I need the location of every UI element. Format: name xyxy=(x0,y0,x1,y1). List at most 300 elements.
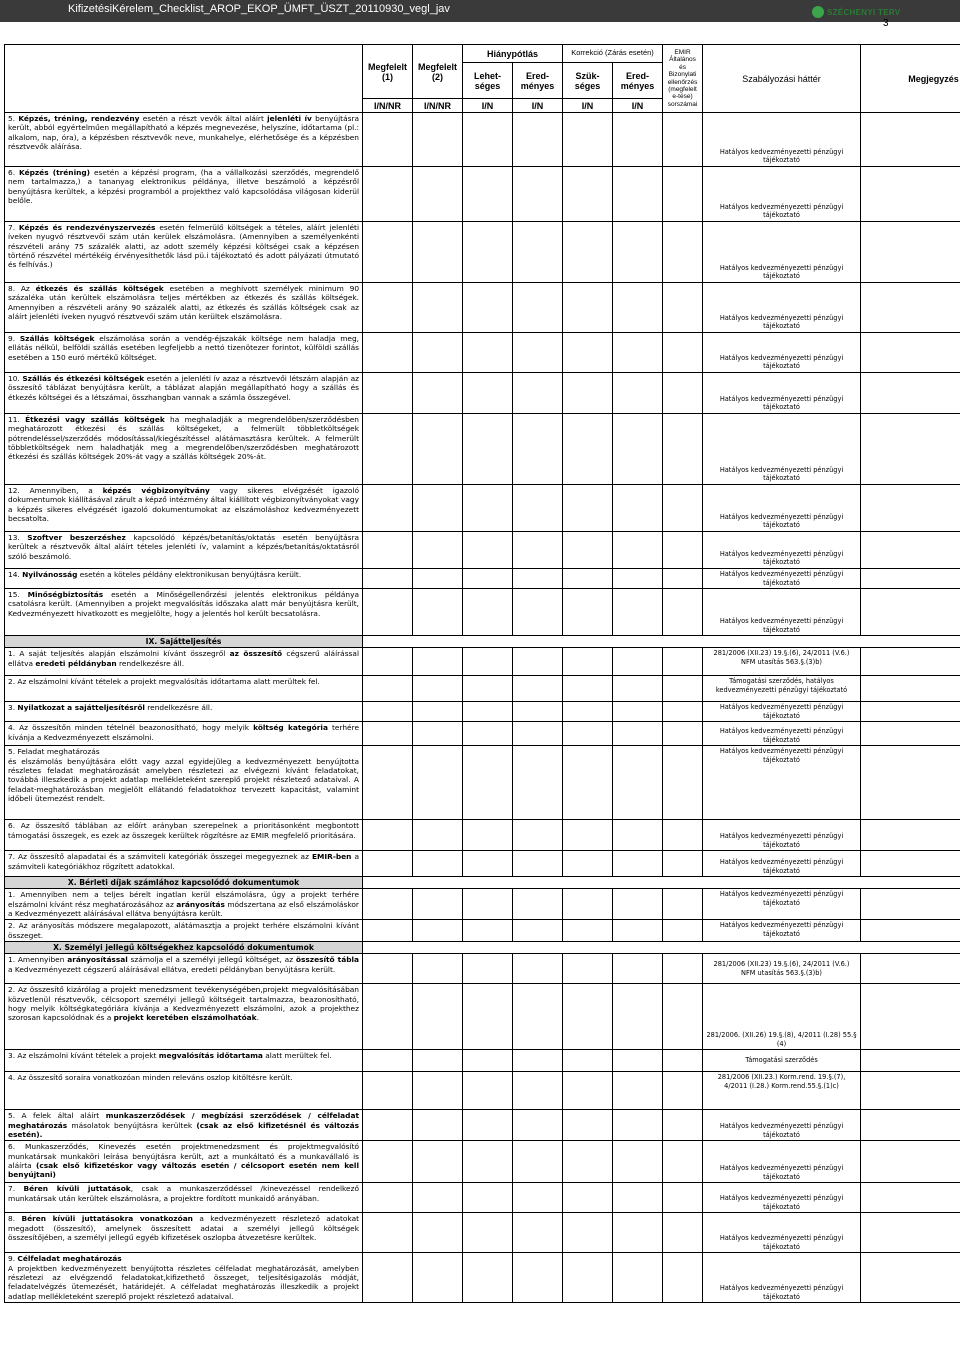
megfelelt-1-cell[interactable] xyxy=(363,167,413,222)
eredmenyes-2-cell[interactable] xyxy=(613,1253,663,1303)
header-eredmenyes-1: Ered-ményes xyxy=(513,63,563,99)
header-in-3: I/N xyxy=(563,99,613,113)
eredmenyes-2-cell[interactable] xyxy=(613,820,663,851)
szukseges-cell[interactable] xyxy=(563,167,613,222)
lehetseges-cell[interactable] xyxy=(463,1072,513,1110)
megfelelt-2-cell[interactable] xyxy=(413,851,463,877)
regulation-ref: Hatályos kedvezményezetti pénzügyi tájékoztató xyxy=(703,820,861,851)
row-text: 8. Az étkezés és szállás költségek esetében a meghívott személyek minimum 90 százaléka után kerültek elszámolásra teljes mértékben az étkezés és szállás költségek. Amennyiben a részvételi arány 90 százalék alatti, az étkezés és szállás költségek csak az aláírt jelenléti íveken nyugvó résztvevői szám után kerültek elszámolásra. xyxy=(5,283,363,333)
table-row xyxy=(5,485,960,532)
regulation-ref: Hatályos kedvezményezetti pénzügyi tájékoztató xyxy=(703,167,861,222)
eredmenyes-1-cell[interactable] xyxy=(513,333,563,373)
comment-cell[interactable] xyxy=(861,820,960,851)
szukseges-cell[interactable] xyxy=(563,1213,613,1253)
megfelelt-2-cell[interactable] xyxy=(413,1183,463,1213)
logo-circle-icon xyxy=(812,6,824,18)
comment-cell[interactable] xyxy=(861,333,960,373)
szukseges-cell[interactable] xyxy=(563,1110,613,1141)
eredmenyes-2-cell[interactable] xyxy=(613,889,663,920)
emir-cell[interactable] xyxy=(663,889,703,920)
szukseges-cell[interactable] xyxy=(563,851,613,877)
eredmenyes-1-cell[interactable] xyxy=(513,414,563,485)
megfelelt-1-cell[interactable] xyxy=(363,746,413,820)
comment-cell[interactable] xyxy=(861,702,960,722)
szukseges-cell[interactable] xyxy=(563,648,613,676)
megfelelt-1-cell[interactable] xyxy=(363,1213,413,1253)
table-row xyxy=(5,851,960,877)
comment-cell[interactable] xyxy=(861,589,960,636)
megfelelt-2-cell[interactable] xyxy=(413,1110,463,1141)
row-text: 6. Munkaszerződés, Kinevezés esetén projektmenedzsment és projektmegvalósító munkatársak munkaköri leírása benyújtásra került, azt a munkáltató és a munkavállaló is aláírta (csak első kifizetéskor vagy változás esetén / célcsoport esetén nem kell benyújtani) xyxy=(5,1141,363,1183)
megfelelt-2-cell[interactable] xyxy=(413,1213,463,1253)
lehetseges-cell[interactable] xyxy=(463,1050,513,1072)
emir-cell[interactable] xyxy=(663,648,703,676)
eredmenyes-1-cell[interactable] xyxy=(513,889,563,920)
lehetseges-cell[interactable] xyxy=(463,1253,513,1303)
szukseges-cell[interactable] xyxy=(563,676,613,702)
lehetseges-cell[interactable] xyxy=(463,889,513,920)
megfelelt-1-cell[interactable] xyxy=(363,113,413,167)
comment-cell[interactable] xyxy=(861,1253,960,1303)
megfelelt-1-cell[interactable] xyxy=(363,1110,413,1141)
row-text: 1. Amennyiben nem a teljes bérelt ingatlan kerül elszámolásra, úgy a projekt terhére elszámolni kívánt rész meghatározásához az arányosítás módszertana az első elszámoláskor a Kedvezményezett aláírásával ellátva benyújtásra került. xyxy=(5,889,363,920)
table-row xyxy=(5,889,960,920)
megfelelt-2-cell[interactable] xyxy=(413,1141,463,1183)
szukseges-cell[interactable] xyxy=(563,532,613,569)
lehetseges-cell[interactable] xyxy=(463,222,513,283)
emir-cell[interactable] xyxy=(663,167,703,222)
megfelelt-1-cell[interactable] xyxy=(363,1141,413,1183)
lehetseges-cell[interactable] xyxy=(463,984,513,1050)
table-row xyxy=(5,1213,960,1253)
megfelelt-2-cell[interactable] xyxy=(413,954,463,984)
lehetseges-cell[interactable] xyxy=(463,746,513,820)
emir-cell[interactable] xyxy=(663,1213,703,1253)
emir-cell[interactable] xyxy=(663,1183,703,1213)
lehetseges-cell[interactable] xyxy=(463,333,513,373)
regulation-ref: Hatályos kedvezményezetti pénzügyi tájékoztató xyxy=(703,283,861,333)
szukseges-cell[interactable] xyxy=(563,820,613,851)
megfelelt-2-cell[interactable] xyxy=(413,920,463,942)
szukseges-cell[interactable] xyxy=(563,722,613,746)
emir-cell[interactable] xyxy=(663,283,703,333)
eredmenyes-1-cell[interactable] xyxy=(513,1141,563,1183)
lehetseges-cell[interactable] xyxy=(463,1110,513,1141)
megfelelt-1-cell[interactable] xyxy=(363,889,413,920)
szukseges-cell[interactable] xyxy=(563,954,613,984)
megfelelt-1-cell[interactable] xyxy=(363,954,413,984)
megfelelt-2-cell[interactable] xyxy=(413,648,463,676)
eredmenyes-2-cell[interactable] xyxy=(613,589,663,636)
header-hianypotlas: Hiánypótlás xyxy=(463,45,563,63)
eredmenyes-1-cell[interactable] xyxy=(513,1110,563,1141)
regulation-ref: Hatályos kedvezményezetti pénzügyi tájékoztató xyxy=(703,1213,861,1253)
megfelelt-1-cell[interactable] xyxy=(363,333,413,373)
eredmenyes-2-cell[interactable] xyxy=(613,1072,663,1110)
emir-cell[interactable] xyxy=(663,589,703,636)
eredmenyes-1-cell[interactable] xyxy=(513,222,563,283)
eredmenyes-2-cell[interactable] xyxy=(613,1110,663,1141)
header-szabalyozasi-hatter: Szabályozási háttér xyxy=(703,45,861,113)
regulation-ref: Hatályos kedvezményezetti pénzügyi tájékoztató xyxy=(703,222,861,283)
emir-cell[interactable] xyxy=(663,414,703,485)
comment-cell[interactable] xyxy=(861,920,960,942)
table-row xyxy=(5,333,960,373)
regulation-ref: Hatályos kedvezményezetti pénzügyi tájékoztató xyxy=(703,1183,861,1213)
eredmenyes-1-cell[interactable] xyxy=(513,920,563,942)
megfelelt-1-cell[interactable] xyxy=(363,414,413,485)
comment-cell[interactable] xyxy=(861,889,960,920)
lehetseges-cell[interactable] xyxy=(463,1183,513,1213)
megfelelt-2-cell[interactable] xyxy=(413,1050,463,1072)
lehetseges-cell[interactable] xyxy=(463,1141,513,1183)
szukseges-cell[interactable] xyxy=(563,589,613,636)
eredmenyes-1-cell[interactable] xyxy=(513,1072,563,1110)
regulation-ref: Hatályos kedvezményezetti pénzügyi tájékoztató xyxy=(703,373,861,414)
megfelelt-2-cell[interactable] xyxy=(413,113,463,167)
szukseges-cell[interactable] xyxy=(563,485,613,532)
eredmenyes-2-cell[interactable] xyxy=(613,702,663,722)
emir-cell[interactable] xyxy=(663,113,703,167)
comment-cell[interactable] xyxy=(861,722,960,746)
comment-cell[interactable] xyxy=(861,373,960,414)
eredmenyes-1-cell[interactable] xyxy=(513,532,563,569)
checklist-table xyxy=(4,44,960,1303)
row-text: 2. Az összesítő kizárólag a projekt menedzsment tevékenységében,projekt megvalósításában közvetlenül résztvevők, célcsoport személyi jellegű költségeit tartalmazza, beazonosítható, hogy melyik költségkategóriára kívánja a Kedvezményezett elszámolni, azok a projekthez szorosan kapcsolódnak és a projekt keretében elszámolhatóak. xyxy=(5,984,363,1050)
megfelelt-1-cell[interactable] xyxy=(363,283,413,333)
eredmenyes-2-cell[interactable] xyxy=(613,283,663,333)
table-row xyxy=(5,589,960,636)
row-text: 14. Nyilvánosság esetén a köteles példány elektronikusan benyújtásra került. xyxy=(5,569,363,589)
szukseges-cell[interactable] xyxy=(563,373,613,414)
megfelelt-1-cell[interactable] xyxy=(363,820,413,851)
megfelelt-2-cell[interactable] xyxy=(413,333,463,373)
comment-cell[interactable] xyxy=(861,984,960,1050)
megfelelt-2-cell[interactable] xyxy=(413,532,463,569)
megfelelt-2-cell[interactable] xyxy=(413,746,463,820)
comment-cell[interactable] xyxy=(861,1141,960,1183)
eredmenyes-2-cell[interactable] xyxy=(613,984,663,1050)
section-header-row xyxy=(5,877,960,889)
megfelelt-2-cell[interactable] xyxy=(413,569,463,589)
emir-cell[interactable] xyxy=(663,1050,703,1072)
table-row xyxy=(5,373,960,414)
eredmenyes-1-cell[interactable] xyxy=(513,746,563,820)
emir-cell[interactable] xyxy=(663,722,703,746)
regulation-ref: Hatályos kedvezményezetti pénzügyi tájékoztató xyxy=(703,702,861,722)
comment-cell[interactable] xyxy=(861,851,960,877)
regulation-ref: Hatályos kedvezményezetti pénzügyi tájékoztató xyxy=(703,746,861,820)
megfelelt-1-cell[interactable] xyxy=(363,702,413,722)
lehetseges-cell[interactable] xyxy=(463,702,513,722)
comment-cell[interactable] xyxy=(861,485,960,532)
table-row xyxy=(5,702,960,722)
section-title-szemelyi-jellegu: X. Személyi jellegű költségekhez kapcsolódó dokumentumok xyxy=(5,942,363,954)
megfelelt-1-cell[interactable] xyxy=(363,984,413,1050)
szukseges-cell[interactable] xyxy=(563,746,613,820)
comment-cell[interactable] xyxy=(861,1050,960,1072)
szukseges-cell[interactable] xyxy=(563,920,613,942)
eredmenyes-2-cell[interactable] xyxy=(613,851,663,877)
section-header-row xyxy=(5,636,960,648)
lehetseges-cell[interactable] xyxy=(463,485,513,532)
eredmenyes-1-cell[interactable] xyxy=(513,648,563,676)
szukseges-cell[interactable] xyxy=(563,333,613,373)
szukseges-cell[interactable] xyxy=(563,702,613,722)
eredmenyes-1-cell[interactable] xyxy=(513,851,563,877)
lehetseges-cell[interactable] xyxy=(463,373,513,414)
regulation-ref: Hatályos kedvezményezetti pénzügyi tájékoztató xyxy=(703,1110,861,1141)
emir-cell[interactable] xyxy=(663,676,703,702)
comment-cell[interactable] xyxy=(861,283,960,333)
megfelelt-2-cell[interactable] xyxy=(413,373,463,414)
regulation-ref: Hatályos kedvezményezetti pénzügyi tájékoztató xyxy=(703,889,861,920)
megfelelt-1-cell[interactable] xyxy=(363,589,413,636)
row-text: 5. Képzés, tréning, rendezvény esetén a részt vevők által aláírt jelenléti ív benyújtásra került, abból egyértelműen megállapítható a képzés megnevezése, helyszíne, időtartama (pl.: alkalom, nap, óra), a képzésben résztvevők neve, munkahelye, elérhetősége és a képzésben résztvevők aláírása. xyxy=(5,113,363,167)
comment-cell[interactable] xyxy=(861,676,960,702)
megfelelt-2-cell[interactable] xyxy=(413,820,463,851)
szukseges-cell[interactable] xyxy=(563,222,613,283)
eredmenyes-1-cell[interactable] xyxy=(513,167,563,222)
megfelelt-1-cell[interactable] xyxy=(363,676,413,702)
eredmenyes-2-cell[interactable] xyxy=(613,333,663,373)
eredmenyes-1-cell[interactable] xyxy=(513,569,563,589)
megfelelt-1-cell[interactable] xyxy=(363,648,413,676)
szukseges-cell[interactable] xyxy=(563,984,613,1050)
eredmenyes-1-cell[interactable] xyxy=(513,1213,563,1253)
lehetseges-cell[interactable] xyxy=(463,676,513,702)
megfelelt-1-cell[interactable] xyxy=(363,1072,413,1110)
megfelelt-1-cell[interactable] xyxy=(363,920,413,942)
lehetseges-cell[interactable] xyxy=(463,954,513,984)
comment-cell[interactable] xyxy=(861,532,960,569)
eredmenyes-1-cell[interactable] xyxy=(513,589,563,636)
lehetseges-cell[interactable] xyxy=(463,167,513,222)
megfelelt-2-cell[interactable] xyxy=(413,1072,463,1110)
megfelelt-1-cell[interactable] xyxy=(363,1253,413,1303)
row-text: 9. Célfeladat meghatározás A projektben kedvezményezett benyújtotta részletes célfeladat meghatározását, amelyben részletezi az elvégzendő feladatokat,kifizethető összeget, teljesítésigazolás módját, feladatelvégzés ütemezését, határidejét. A célfeladat meghatározás illeszkedik a projekt adatlap mellékleteként szereplő projekt részletező adataival. xyxy=(5,1253,363,1303)
eredmenyes-1-cell[interactable] xyxy=(513,676,563,702)
eredmenyes-2-cell[interactable] xyxy=(613,485,663,532)
emir-cell[interactable] xyxy=(663,1253,703,1303)
eredmenyes-2-cell[interactable] xyxy=(613,648,663,676)
megfelelt-1-cell[interactable] xyxy=(363,373,413,414)
regulation-ref: Hatályos kedvezményezetti pénzügyi tájékoztató xyxy=(703,414,861,485)
eredmenyes-2-cell[interactable] xyxy=(613,569,663,589)
eredmenyes-1-cell[interactable] xyxy=(513,373,563,414)
comment-cell[interactable] xyxy=(861,113,960,167)
eredmenyes-2-cell[interactable] xyxy=(613,954,663,984)
emir-cell[interactable] xyxy=(663,1072,703,1110)
lehetseges-cell[interactable] xyxy=(463,569,513,589)
eredmenyes-2-cell[interactable] xyxy=(613,676,663,702)
szukseges-cell[interactable] xyxy=(563,1141,613,1183)
eredmenyes-2-cell[interactable] xyxy=(613,1183,663,1213)
megfelelt-2-cell[interactable] xyxy=(413,414,463,485)
header-in-4: I/N xyxy=(613,99,663,113)
eredmenyes-2-cell[interactable] xyxy=(613,920,663,942)
row-text: 10. Szállás és étkezési költségek esetén a jelenléti ív azaz a résztvevői létszám alapján az összesítő táblázat benyújtásra került, a táblázat alapján megállapítható hogy a szállás és étkezés költségei és a létszámai, összhangban vannak a számla összegével. xyxy=(5,373,363,414)
comment-cell[interactable] xyxy=(861,222,960,283)
header-eredmenyes-2: Ered-ményes xyxy=(613,63,663,99)
eredmenyes-1-cell[interactable] xyxy=(513,485,563,532)
regulation-ref: 281/2006 (XII.23.) Korm.rend. 19.§.(7), 4/2011 (I.28.) Korm.rend.55.§.(1)c) xyxy=(703,1072,861,1110)
megfelelt-2-cell[interactable] xyxy=(413,702,463,722)
lehetseges-cell[interactable] xyxy=(463,589,513,636)
comment-cell[interactable] xyxy=(861,1213,960,1253)
header-blank xyxy=(5,45,363,113)
megfelelt-2-cell[interactable] xyxy=(413,722,463,746)
megfelelt-2-cell[interactable] xyxy=(413,283,463,333)
emir-cell[interactable] xyxy=(663,1141,703,1183)
lehetseges-cell[interactable] xyxy=(463,648,513,676)
row-text: 9. Szállás költségek elszámolása során a vendég-éjszakák költsége nem haladja meg, ellátás nélkül, belföldi szállás esetében legfeljebb a nettó tizenötezer forintot, külföldi szállás esetében a 150 euró mértékű költséget. xyxy=(5,333,363,373)
row-text: 6. Képzés (tréning) esetén a képzési program, (ha a vállalkozási szerződés, megrendelő nem tartalmazza,) a tananyag elektronikus példánya, illetve beszámoló a képzésről benyújtásra kerültek, a képzési programból a projekthez való kapcsolódása világosan kiderül belőle. xyxy=(5,167,363,222)
megfelelt-1-cell[interactable] xyxy=(363,1050,413,1072)
emir-cell[interactable] xyxy=(663,702,703,722)
regulation-ref: Hatályos kedvezményezetti pénzügyi tájékoztató xyxy=(703,589,861,636)
section-header-row xyxy=(5,942,960,954)
eredmenyes-1-cell[interactable] xyxy=(513,984,563,1050)
szukseges-cell[interactable] xyxy=(563,1050,613,1072)
row-text: 8. Béren kívüli juttatásokra vonatkozóan a kedvezményezett részletező adatokat megadott (összesítő), amelynek összesített adatai a személyi jellegű költségek összesítőjében, a személyi jellegű egyéb kifizetések oszlopba átvezetésre kerültek. xyxy=(5,1213,363,1253)
lehetseges-cell[interactable] xyxy=(463,414,513,485)
emir-cell[interactable] xyxy=(663,984,703,1050)
eredmenyes-2-cell[interactable] xyxy=(613,1141,663,1183)
eredmenyes-2-cell[interactable] xyxy=(613,373,663,414)
comment-cell[interactable] xyxy=(861,1110,960,1141)
megfelelt-2-cell[interactable] xyxy=(413,889,463,920)
section-spacer xyxy=(363,636,960,648)
emir-cell[interactable] xyxy=(663,222,703,283)
emir-cell[interactable] xyxy=(663,485,703,532)
megfelelt-2-cell[interactable] xyxy=(413,222,463,283)
eredmenyes-2-cell[interactable] xyxy=(613,746,663,820)
row-text: 7. Béren kívüli juttatások, csak a munkaszerződéssel /kinevezéssel rendelkező munkatársak után kerültek elszámolásra, a projektre fordított munkaidő arányában. xyxy=(5,1183,363,1213)
megfelelt-2-cell[interactable] xyxy=(413,485,463,532)
comment-cell[interactable] xyxy=(861,648,960,676)
lehetseges-cell[interactable] xyxy=(463,283,513,333)
lehetseges-cell[interactable] xyxy=(463,532,513,569)
szukseges-cell[interactable] xyxy=(563,1253,613,1303)
emir-cell[interactable] xyxy=(663,373,703,414)
emir-cell[interactable] xyxy=(663,954,703,984)
szukseges-cell[interactable] xyxy=(563,889,613,920)
emir-cell[interactable] xyxy=(663,851,703,877)
eredmenyes-1-cell[interactable] xyxy=(513,820,563,851)
megfelelt-1-cell[interactable] xyxy=(363,722,413,746)
szukseges-cell[interactable] xyxy=(563,1072,613,1110)
emir-cell[interactable] xyxy=(663,920,703,942)
eredmenyes-1-cell[interactable] xyxy=(513,1253,563,1303)
megfelelt-1-cell[interactable] xyxy=(363,222,413,283)
table-row xyxy=(5,746,960,820)
lehetseges-cell[interactable] xyxy=(463,722,513,746)
emir-cell[interactable] xyxy=(663,569,703,589)
szukseges-cell[interactable] xyxy=(563,414,613,485)
megfelelt-2-cell[interactable] xyxy=(413,984,463,1050)
emir-cell[interactable] xyxy=(663,1110,703,1141)
szukseges-cell[interactable] xyxy=(563,113,613,167)
eredmenyes-2-cell[interactable] xyxy=(613,1213,663,1253)
szukseges-cell[interactable] xyxy=(563,1183,613,1213)
megfelelt-1-cell[interactable] xyxy=(363,485,413,532)
megfelelt-1-cell[interactable] xyxy=(363,851,413,877)
row-text: 4. Az összesítőn minden tételnél beazonosítható, hogy melyik költség kategória terhére kívánja a Kedvezményezett elszámolni. xyxy=(5,722,363,746)
megfelelt-2-cell[interactable] xyxy=(413,676,463,702)
regulation-ref: 281/2006. (XII.26) 19.§.(8), 4/2011 (I.28) 55.§ (4) xyxy=(703,984,861,1050)
regulation-ref: Támogatási szerződés, hatályos kedvezményezetti pénzügyi tájékoztató xyxy=(703,676,861,702)
eredmenyes-2-cell[interactable] xyxy=(613,1050,663,1072)
row-text: 3. Az elszámolni kívánt tételek a projekt megvalósítás időtartama alatt merültek fel. xyxy=(5,1050,363,1072)
eredmenyes-2-cell[interactable] xyxy=(613,222,663,283)
szukseges-cell[interactable] xyxy=(563,283,613,333)
eredmenyes-2-cell[interactable] xyxy=(613,722,663,746)
eredmenyes-2-cell[interactable] xyxy=(613,532,663,569)
table-row xyxy=(5,167,960,222)
eredmenyes-1-cell[interactable] xyxy=(513,1183,563,1213)
regulation-ref: Hatályos kedvezményezetti pénzügyi tájékoztató xyxy=(703,851,861,877)
comment-cell[interactable] xyxy=(861,746,960,820)
eredmenyes-1-cell[interactable] xyxy=(513,283,563,333)
eredmenyes-2-cell[interactable] xyxy=(613,113,663,167)
eredmenyes-1-cell[interactable] xyxy=(513,113,563,167)
eredmenyes-1-cell[interactable] xyxy=(513,702,563,722)
eredmenyes-2-cell[interactable] xyxy=(613,167,663,222)
emir-cell[interactable] xyxy=(663,333,703,373)
megfelelt-1-cell[interactable] xyxy=(363,532,413,569)
eredmenyes-2-cell[interactable] xyxy=(613,414,663,485)
szukseges-cell[interactable] xyxy=(563,569,613,589)
regulation-ref: Hatályos kedvezményezetti pénzügyi tájékoztató xyxy=(703,569,861,589)
lehetseges-cell[interactable] xyxy=(463,851,513,877)
table-row xyxy=(5,1110,960,1141)
regulation-ref: Hatályos kedvezményezetti pénzügyi tájékoztató xyxy=(703,1253,861,1303)
table-row xyxy=(5,1183,960,1213)
header-megfelelt-1: Megfelelt (1) xyxy=(363,45,413,99)
comment-cell[interactable] xyxy=(861,954,960,984)
comment-cell[interactable] xyxy=(861,1183,960,1213)
row-text: 12. Amennyiben, a képzés végbizonyítvány vagy sikeres elvégzését igazoló dokumentumok kiállításával zárult a képző intézmény által kiállított végbizonyítványokat vagy a képzés sikeres elvégzését igazoló dokumentumokat az elszámoláshoz kedvezményezett becsatolta. xyxy=(5,485,363,532)
megfelelt-1-cell[interactable] xyxy=(363,569,413,589)
megfelelt-2-cell[interactable] xyxy=(413,589,463,636)
table-row xyxy=(5,648,960,676)
megfelelt-1-cell[interactable] xyxy=(363,1183,413,1213)
table-row xyxy=(5,954,960,984)
lehetseges-cell[interactable] xyxy=(463,1213,513,1253)
eredmenyes-1-cell[interactable] xyxy=(513,954,563,984)
comment-cell[interactable] xyxy=(861,167,960,222)
comment-cell[interactable] xyxy=(861,414,960,485)
lehetseges-cell[interactable] xyxy=(463,113,513,167)
eredmenyes-1-cell[interactable] xyxy=(513,1050,563,1072)
eredmenyes-1-cell[interactable] xyxy=(513,722,563,746)
row-text: 6. Az összesítő táblában az előírt arányban szerepelnek a prioritásonként megbontott támogatási összegek, es ezek az összegek kerültek rögzítésre az EMIR megfelelő prioritására. xyxy=(5,820,363,851)
megfelelt-2-cell[interactable] xyxy=(413,1253,463,1303)
megfelelt-2-cell[interactable] xyxy=(413,167,463,222)
emir-cell[interactable] xyxy=(663,532,703,569)
table-row xyxy=(5,569,960,589)
emir-cell[interactable] xyxy=(663,746,703,820)
comment-cell[interactable] xyxy=(861,1072,960,1110)
section-spacer xyxy=(363,877,960,889)
lehetseges-cell[interactable] xyxy=(463,820,513,851)
section-spacer xyxy=(363,942,960,954)
emir-cell[interactable] xyxy=(663,820,703,851)
lehetseges-cell[interactable] xyxy=(463,920,513,942)
comment-cell[interactable] xyxy=(861,569,960,589)
row-text: 2. Az elszámolni kívánt tételek a projekt megvalósítás időtartama alatt merültek fel. xyxy=(5,676,363,702)
